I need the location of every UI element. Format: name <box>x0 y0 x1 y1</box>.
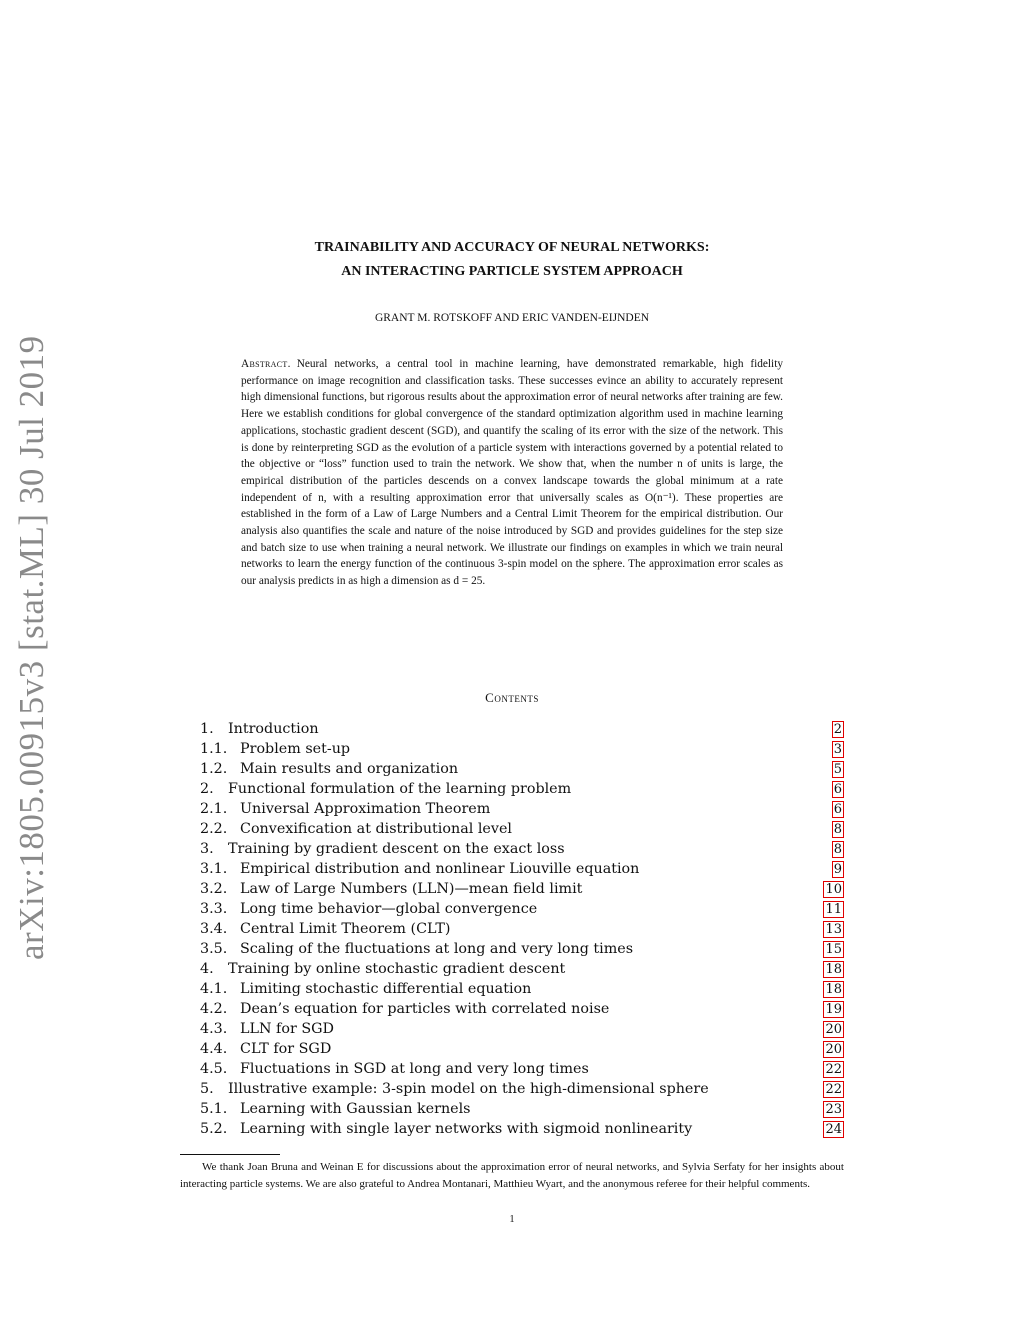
toc-entry-number: 3.1. <box>200 861 228 877</box>
toc-page-link[interactable]: 22 <box>825 1082 842 1097</box>
toc-entry-number: 4.4. <box>200 1041 228 1057</box>
toc-entry[interactable] <box>200 999 846 1019</box>
toc-entry-title: Illustrative example: 3-spin model on the high-dimensional sphere <box>228 1081 709 1097</box>
toc-page-link[interactable]: 18 <box>825 982 842 997</box>
toc-entry-number: 1.2. <box>200 761 228 777</box>
toc-page-link[interactable]: 24 <box>825 1122 842 1137</box>
toc-entry-number: 2.1. <box>200 801 228 817</box>
contents-heading: Contents <box>485 690 539 705</box>
toc-entry-number: 2. <box>200 781 214 797</box>
toc-entry[interactable] <box>200 919 846 939</box>
toc-entry-number: 3.2. <box>200 881 228 897</box>
toc-entry-title: Central Limit Theorem (CLT) <box>240 921 451 937</box>
toc-page-link[interactable]: 3 <box>833 742 842 757</box>
abstract <box>241 356 783 590</box>
toc-entry-number: 5.2. <box>200 1121 228 1137</box>
footnote-divider <box>180 1154 280 1155</box>
toc-page-link[interactable]: 6 <box>833 782 842 797</box>
toc-entry-title: LLN for SGD <box>240 1021 334 1037</box>
toc-entry[interactable] <box>200 899 846 919</box>
toc-page-link[interactable]: 6 <box>833 802 842 817</box>
toc-entry-title: Main results and organization <box>240 761 459 777</box>
toc-entry-title: Convexification at distributional level <box>240 821 512 837</box>
toc-entry-number: 5. <box>200 1081 214 1097</box>
toc-entry[interactable] <box>200 979 846 999</box>
toc-entry-number: 4.1. <box>200 981 228 997</box>
toc-entry-title: Learning with single layer networks with sigmoid nonlinearity <box>240 1121 693 1137</box>
toc-entry-title: Universal Approximation Theorem <box>240 801 491 817</box>
toc-entry-number: 2.2. <box>200 821 228 837</box>
toc-entry-number: 3.5. <box>200 941 228 957</box>
toc-entry[interactable] <box>200 959 846 979</box>
toc-entry[interactable] <box>200 1079 846 1099</box>
toc-entry-number: 1.1. <box>200 741 228 757</box>
paper-title <box>180 236 844 284</box>
toc-entry-title: Dean’s equation for particles with correlated noise <box>240 1001 610 1017</box>
toc-entry[interactable] <box>200 1039 846 1059</box>
toc-entry[interactable] <box>200 819 846 839</box>
toc-entry[interactable] <box>200 1059 846 1079</box>
toc-entry-title: Fluctuations in SGD at long and very long times <box>240 1061 589 1077</box>
toc-entry[interactable] <box>200 739 846 759</box>
toc-entry-title: Functional formulation of the learning problem <box>228 781 572 797</box>
abstract-text: Neural networks, a central tool in machine learning, have demonstrated remarkable, high fidelity performance on image recognition and classification tasks. These successes evince an ability to accurately represent high dimensional functions, but rigorous results about the approximation error of neural networks after training are few. Here we establish conditions for global convergence of the standard optimization algorithm used in machine learning applications, stochastic gradient descent (SGD), and quantify the scaling of its error with the size of the network. This is done by reinterpreting SGD as the evolution of a particle system with interactions governed by a potential related to the objective or “loss” function used to train the network. We show that, when the number n of units is large, the empirical distribution of the particles descends on a convex landscape towards the global minimum at a rate independent of n, with a resulting approximation error that universally scales as O(n⁻¹). These properties are established in the form of a Law of Large Numbers and a Central Limit Theorem for the empirical distribution. Our analysis also quantifies the scale and nature of the noise introduced by SGD and provides guidelines for the step size and batch size to use when training a neural network. We illustrate our findings on examples in which we train neural networks to learn the energy function of the continuous 3-spin model on the sphere. The approximation error scales as our analysis predicts in as high a dimension as d = 25. <box>241 358 783 588</box>
toc-entry[interactable] <box>200 799 846 819</box>
toc-page-link[interactable]: 20 <box>825 1042 842 1057</box>
toc-entry-number: 3.3. <box>200 901 228 917</box>
toc-entry[interactable] <box>200 759 846 779</box>
toc-page-link[interactable]: 9 <box>833 862 842 877</box>
toc-entry[interactable] <box>200 859 846 879</box>
toc-entry[interactable] <box>200 1119 846 1139</box>
toc-page-link[interactable]: 23 <box>825 1102 842 1117</box>
toc-entry-number: 1. <box>200 721 214 737</box>
toc-page-link[interactable]: 20 <box>825 1022 842 1037</box>
toc-entry-number: 4.5. <box>200 1061 228 1077</box>
acknowledgement-footnote: We thank Joan Bruna and Weinan E for discussions about the approximation error of neural networks, and Sylvia Serfaty for her insights about interacting particle systems. We are also grateful to Andrea Montanari, Matthieu Wyart, and the anonymous referee for their helpful comments. <box>180 1161 844 1190</box>
page-number: 1 <box>509 1214 515 1225</box>
toc-entry-title: Introduction <box>228 721 319 737</box>
toc-entry[interactable] <box>200 879 846 899</box>
toc-entry[interactable] <box>200 939 846 959</box>
toc-entry-title: CLT for SGD <box>240 1041 332 1057</box>
title-line-2: AN INTERACTING PARTICLE SYSTEM APPROACH <box>341 264 683 279</box>
toc-page-link[interactable]: 11 <box>825 902 842 917</box>
toc-entry-number: 4. <box>200 961 214 977</box>
toc-entry-title: Limiting stochastic differential equation <box>240 981 532 997</box>
toc-entry-number: 5.1. <box>200 1101 228 1117</box>
toc-entry-number: 4.3. <box>200 1021 228 1037</box>
toc-entry[interactable] <box>200 779 846 799</box>
toc-entry-number: 3. <box>200 841 214 857</box>
abstract-label: Abstract. <box>241 358 291 370</box>
toc-entry-title: Scaling of the fluctuations at long and very long times <box>240 941 634 957</box>
toc-page-link[interactable]: 10 <box>825 882 842 897</box>
toc-page-link[interactable]: 22 <box>825 1062 842 1077</box>
toc-entry-title: Problem set-up <box>240 741 351 757</box>
authors: GRANT M. ROTSKOFF AND ERIC VANDEN-EIJNDEN <box>374 312 650 324</box>
toc-page-link[interactable]: 5 <box>833 762 842 777</box>
title-line-1: TRAINABILITY AND ACCURACY OF NEURAL NETWORKS: <box>314 240 710 255</box>
toc-entry-number: 4.2. <box>200 1001 228 1017</box>
toc-entry-title: Training by online stochastic gradient descent <box>228 961 566 977</box>
arxiv-identifier[interactable]: arXiv:1805.00915v3 [stat.ML] 30 Jul 2019 <box>12 335 51 960</box>
toc-entry-title: Empirical distribution and nonlinear Liouville equation <box>240 861 640 877</box>
toc-entry-title: Training by gradient descent on the exact loss <box>228 841 565 857</box>
toc-page-link[interactable]: 15 <box>825 942 842 957</box>
toc-entry-title: Long time behavior—global convergence <box>240 901 538 917</box>
toc-page-link[interactable]: 18 <box>825 962 842 977</box>
toc-page-link[interactable]: 8 <box>833 842 842 857</box>
toc-page-link[interactable]: 13 <box>825 922 842 937</box>
toc-page-link[interactable]: 8 <box>833 822 842 837</box>
toc-entry-title: Learning with Gaussian kernels <box>240 1101 471 1117</box>
toc-entry[interactable] <box>200 1099 846 1119</box>
toc-page-link[interactable]: 2 <box>833 722 842 737</box>
toc-entry[interactable] <box>200 719 846 739</box>
toc-entry-number: 3.4. <box>200 921 228 937</box>
toc-entry[interactable] <box>200 1019 846 1039</box>
toc-page-link[interactable]: 19 <box>825 1002 842 1017</box>
table-of-contents <box>200 719 846 1139</box>
toc-entry[interactable] <box>200 839 846 859</box>
toc-entry-title: Law of Large Numbers (LLN)—mean field limit <box>240 881 583 897</box>
